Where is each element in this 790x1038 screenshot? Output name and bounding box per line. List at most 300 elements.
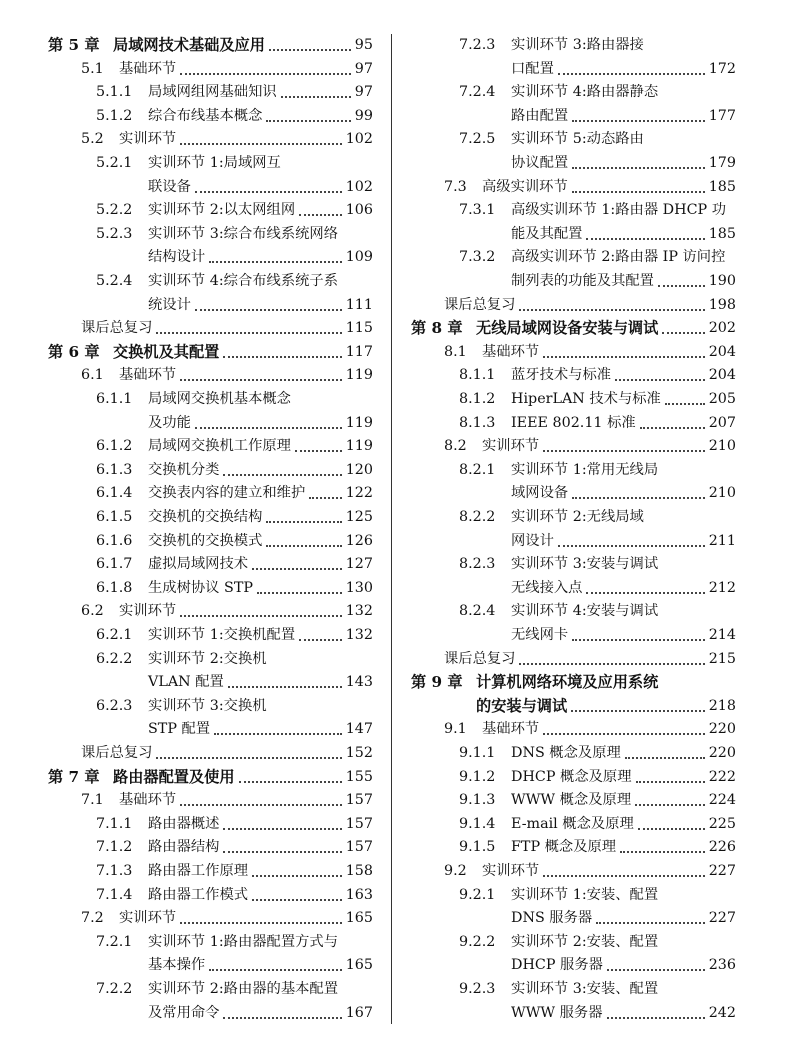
- dot-leader: [607, 1017, 705, 1019]
- toc-entry-title: IEEE 802.11 标准: [511, 414, 636, 431]
- dot-leader: [543, 875, 705, 877]
- toc-entry-number: 9.2.3: [459, 981, 496, 997]
- toc-entry-line: [411, 199, 736, 223]
- toc-entry-line: [48, 553, 373, 577]
- toc-entry-line: [411, 553, 736, 577]
- toc-entry-number: 8.2.4: [459, 603, 496, 620]
- toc-entry-line: [411, 128, 736, 152]
- toc-entry[interactable]: [48, 34, 373, 58]
- toc-entry-line: [48, 860, 373, 884]
- dot-leader: [558, 545, 705, 547]
- toc-entry-number: 5.2.1: [96, 155, 133, 171]
- dot-leader: [662, 332, 704, 334]
- toc-entry-line: [411, 931, 736, 955]
- toc-entry-title: 网设计: [511, 532, 554, 549]
- toc-entry[interactable]: [411, 718, 736, 742]
- toc-entry-number: 8.2.3: [459, 556, 496, 573]
- dot-leader: [572, 497, 705, 499]
- toc-entry-number: 7.2.2: [96, 981, 133, 997]
- column-divider: [391, 34, 392, 1024]
- toc-entry-line: [411, 294, 736, 318]
- dot-leader: [635, 804, 705, 806]
- toc-entry-line: [48, 58, 373, 82]
- toc-entry-page: 215: [708, 650, 736, 667]
- dot-leader: [180, 379, 342, 381]
- toc-entry-page: 163: [345, 886, 373, 903]
- toc-entry-number: 9.1.3: [459, 792, 496, 809]
- dot-leader: [266, 120, 350, 122]
- toc-entry-number: 6.1: [81, 367, 104, 384]
- toc-entry-page: 158: [345, 863, 373, 879]
- toc-entry-number: 6.2: [81, 603, 104, 620]
- toc-entry[interactable]: [411, 246, 736, 293]
- toc-entry-page: 220: [708, 745, 736, 761]
- dot-leader: [223, 474, 341, 476]
- toc-entry-page: 122: [345, 485, 373, 502]
- toc-entry-line: [411, 648, 736, 672]
- toc-entry-title: 局域网组网基础知识: [148, 84, 277, 101]
- toc-entry-page: 130: [345, 579, 373, 596]
- toc-entry-title: VLAN 配置: [148, 674, 224, 691]
- toc-entry-number: 8.2.1: [459, 461, 496, 478]
- toc-entry-page: 99: [354, 107, 373, 124]
- toc-entry-line: [48, 128, 373, 152]
- toc-entry-page: 210: [708, 485, 736, 502]
- toc-entry[interactable]: [48, 860, 373, 884]
- toc-entry[interactable]: [48, 223, 373, 270]
- toc-entry-page: 225: [708, 815, 736, 832]
- toc-entry-number: 6.1.4: [96, 485, 133, 502]
- dot-leader: [195, 427, 342, 429]
- toc-entry-line: [48, 648, 373, 672]
- toc-entry-page: 165: [345, 910, 373, 927]
- toc-entry-line: [48, 742, 373, 766]
- toc-entry-number: 5.2.2: [96, 202, 133, 219]
- dot-leader: [543, 733, 705, 735]
- toc-entry-page: 204: [708, 367, 736, 384]
- toc-entry-title: E-mail 概念及原理: [511, 815, 634, 832]
- toc-entry-title: 高级实训环节: [482, 178, 568, 195]
- toc-entry-page: 119: [345, 367, 373, 384]
- dot-leader: [295, 450, 342, 452]
- toc-entry-number: 7.1.3: [96, 863, 133, 879]
- toc-entry[interactable]: [411, 317, 736, 341]
- toc-entry-page: 210: [708, 438, 736, 455]
- toc-entry[interactable]: [411, 34, 736, 81]
- toc-entry-title: 生成树协议 STP: [148, 579, 253, 596]
- toc-entry-line: [411, 671, 736, 695]
- toc-entry[interactable]: [48, 81, 373, 105]
- toc-entry-line: [411, 954, 736, 978]
- toc-entry-page: 119: [345, 414, 373, 431]
- toc-entry-line: [411, 364, 736, 388]
- dot-leader: [223, 851, 341, 853]
- toc-entry-title: FTP 概念及原理: [511, 839, 617, 856]
- dot-leader: [299, 214, 342, 216]
- toc-entry-number: 第 6 章: [48, 342, 100, 361]
- toc-entry[interactable]: [48, 813, 373, 837]
- toc-entry-title: DNS 概念及原理: [511, 745, 621, 761]
- toc-entry-page: 202: [708, 320, 736, 337]
- toc-entry-title: 实训环节 2:交换机: [148, 650, 267, 667]
- toc-entry-line: [48, 600, 373, 624]
- toc-entry-line: [411, 789, 736, 813]
- dot-leader: [658, 285, 705, 287]
- toc-entry-title: 联设备: [148, 178, 191, 195]
- toc-entry-line: [411, 600, 736, 624]
- dot-leader: [620, 851, 705, 853]
- toc-entry-line: [48, 931, 373, 955]
- dot-leader: [180, 922, 342, 924]
- toc-entry[interactable]: [48, 931, 373, 978]
- toc-entry-number: 6.1.5: [96, 509, 133, 525]
- toc-entry-title: 基本操作: [148, 957, 206, 974]
- dot-leader: [223, 1017, 341, 1019]
- toc-entry[interactable]: [48, 388, 373, 435]
- dot-leader: [572, 639, 705, 641]
- toc-entry[interactable]: [48, 742, 373, 766]
- dot-leader: [209, 969, 342, 971]
- toc-entry[interactable]: [48, 105, 373, 129]
- toc-entry-title: 局域网交换机工作原理: [148, 438, 291, 455]
- toc-entry[interactable]: [411, 364, 736, 388]
- dot-leader: [156, 757, 341, 759]
- toc-entry[interactable]: [48, 695, 373, 742]
- dot-leader: [596, 922, 705, 924]
- toc-entry[interactable]: [411, 81, 736, 128]
- toc-entry[interactable]: [411, 199, 736, 246]
- toc-entry-line: [48, 459, 373, 483]
- toc-entry-title: 课后总复习: [444, 650, 516, 667]
- toc-entry-number: 9.2.1: [459, 886, 496, 903]
- toc-entry-line: [48, 34, 373, 58]
- toc-entry[interactable]: [48, 553, 373, 577]
- toc-entry[interactable]: [48, 482, 373, 506]
- toc-entry-title: 能及其配置: [511, 225, 583, 242]
- toc-entry-line: [48, 199, 373, 223]
- dot-leader: [266, 545, 341, 547]
- toc-entry-number: 6.2.3: [96, 697, 133, 714]
- toc-entry-page: 95: [354, 37, 373, 53]
- toc-entry[interactable]: [48, 577, 373, 601]
- toc-entry-page: 204: [708, 343, 736, 360]
- toc-entry-line: [411, 317, 736, 341]
- toc-entry-line: [48, 246, 373, 270]
- toc-entry-title: 高级实训环节 2:路由器 IP 访问控: [511, 249, 726, 266]
- toc-entry[interactable]: [411, 836, 736, 860]
- toc-entry-page: 147: [345, 721, 373, 738]
- toc-entry[interactable]: [411, 412, 736, 436]
- toc-entry-page: 125: [345, 509, 373, 525]
- toc-entry-line: [411, 152, 736, 176]
- toc-entry-line: [411, 860, 736, 884]
- dot-leader: [252, 568, 342, 570]
- toc-entry-line: [411, 223, 736, 247]
- toc-entry-line: [411, 388, 736, 412]
- toc-entry-line: [48, 317, 373, 341]
- toc-entry-title: 路由器配置及使用: [113, 767, 235, 786]
- dot-leader: [214, 733, 342, 735]
- toc-entry-line: [48, 907, 373, 931]
- toc-entry-line: [48, 341, 373, 365]
- toc-entry-title: 路由器概述: [148, 815, 220, 832]
- toc-entry[interactable]: [411, 388, 736, 412]
- toc-entry-title: 实训环节 3:路由器接: [511, 37, 644, 53]
- toc-entry-page: 152: [345, 745, 373, 761]
- toc-entry-page: 167: [345, 1004, 373, 1021]
- toc-entry-page: 207: [708, 414, 736, 431]
- dot-leader: [543, 356, 705, 358]
- dot-leader: [269, 49, 351, 51]
- toc-entry[interactable]: [411, 766, 736, 790]
- toc-entry-title: 口配置: [511, 60, 554, 77]
- toc-entry[interactable]: [411, 553, 736, 600]
- toc-entry-line: [48, 978, 373, 1002]
- toc-entry-page: 205: [708, 391, 736, 407]
- toc-entry-page: 157: [345, 815, 373, 832]
- toc-entry-number: 8.1: [444, 343, 467, 360]
- toc-entry-title: 课后总复习: [444, 296, 516, 313]
- toc-entry[interactable]: [411, 931, 736, 978]
- toc-entry-page: 155: [345, 768, 373, 785]
- toc-entry[interactable]: [48, 978, 373, 1025]
- toc-entry-page: 177: [708, 107, 736, 124]
- toc-entry[interactable]: [48, 128, 373, 152]
- toc-entry-title: 无线局域网设备安装与调试: [476, 319, 659, 338]
- toc-entry-title: 实训环节 2:安装、配置: [511, 933, 659, 950]
- toc-entry-page: 157: [345, 792, 373, 809]
- toc-entry-line: [411, 435, 736, 459]
- toc-entry-title: 无线接入点: [511, 579, 583, 596]
- dot-leader: [572, 167, 705, 169]
- toc-entry-title: 实训环节 4:路由器静态: [511, 84, 659, 101]
- toc-entry-title: 协议配置: [511, 154, 569, 171]
- toc-entry-line: [48, 954, 373, 978]
- toc-entry[interactable]: [48, 435, 373, 459]
- toc-entry-line: [411, 81, 736, 105]
- toc-entry-number: 9.1.4: [459, 815, 496, 832]
- toc-entry-number: 9.1: [444, 721, 467, 738]
- toc-entry-title: DNS 服务器: [511, 910, 593, 927]
- toc-entry-title: 实训环节 5:动态路由: [511, 131, 644, 148]
- toc-entry-page: 198: [708, 296, 736, 313]
- toc-entry[interactable]: [48, 624, 373, 648]
- toc-entry-title: 综合布线基本概念: [148, 107, 263, 124]
- toc-entry-line: [48, 388, 373, 412]
- toc-entry-title: 路由配置: [511, 107, 569, 124]
- toc-entry-number: 9.1.1: [459, 745, 496, 761]
- dot-leader: [195, 191, 342, 193]
- toc-entry-page: 132: [345, 627, 373, 643]
- toc-entry-title: 实训环节: [119, 603, 177, 620]
- toc-entry-page: 172: [708, 60, 736, 77]
- toc-entry-line: [411, 742, 736, 766]
- toc-entry-line: [411, 459, 736, 483]
- toc-entry[interactable]: [48, 506, 373, 530]
- toc-entry-page: 120: [345, 461, 373, 478]
- toc-entry-line: [48, 223, 373, 247]
- toc-entry-title: 局域网技术基础及应用: [113, 36, 265, 54]
- toc-entry-line: [411, 624, 736, 648]
- toc-entry-number: 8.2: [444, 438, 467, 455]
- toc-entry-title: 局域网交换机基本概念: [148, 391, 291, 407]
- toc-entry[interactable]: [411, 435, 736, 459]
- toc-entry-page: 143: [345, 674, 373, 691]
- toc-entry[interactable]: [411, 671, 736, 718]
- toc-entry-title: 交换表内容的建立和维护: [148, 485, 306, 502]
- toc-entry-line: [48, 695, 373, 719]
- toc-entry-page: 132: [345, 603, 373, 620]
- toc-entry[interactable]: [411, 506, 736, 553]
- toc-entry-number: 9.1.5: [459, 839, 496, 856]
- toc-entry-title: 实训环节 3:安装、配置: [511, 981, 659, 997]
- dot-leader: [209, 261, 342, 263]
- dot-leader: [636, 781, 705, 783]
- toc-entry[interactable]: [411, 813, 736, 837]
- dot-leader: [180, 73, 351, 75]
- toc-entry-title: 及功能: [148, 414, 191, 431]
- toc-entry-page: 102: [345, 131, 373, 148]
- toc-entry-line: [411, 506, 736, 530]
- toc-entry-line: [411, 884, 736, 908]
- toc-entry-number: 7.1.2: [96, 839, 133, 856]
- toc-entry[interactable]: [48, 270, 373, 317]
- toc-entry-line: [411, 176, 736, 200]
- dot-leader: [607, 969, 705, 971]
- toc-entry[interactable]: [48, 648, 373, 695]
- toc-entry-number: 9.2: [444, 863, 467, 879]
- toc-entry[interactable]: [48, 58, 373, 82]
- dot-leader: [281, 96, 351, 98]
- dot-leader: [665, 403, 705, 405]
- toc-entry-title: 实训环节 3:交换机: [148, 697, 267, 714]
- toc-entry-page: 165: [345, 957, 373, 974]
- dot-leader: [252, 875, 342, 877]
- dot-leader: [195, 309, 342, 311]
- toc-entry-number: 7.1.1: [96, 815, 133, 832]
- toc-entry-page: 224: [708, 792, 736, 809]
- toc-entry-number: 6.1.7: [96, 556, 133, 573]
- toc-entry[interactable]: [411, 176, 736, 200]
- toc-entry[interactable]: [48, 152, 373, 199]
- toc-entry-number: 8.1.2: [459, 391, 496, 407]
- toc-entry-title: 交换机的交换结构: [148, 509, 263, 525]
- toc-entry[interactable]: [48, 907, 373, 931]
- toc-entry-title: 实训环节 2:以太网组网: [148, 202, 296, 219]
- toc-entry-number: 5.1.1: [96, 84, 133, 101]
- toc-entry-number: 6.2.2: [96, 650, 133, 667]
- toc-entry[interactable]: [411, 884, 736, 931]
- toc-entry[interactable]: [48, 459, 373, 483]
- toc-entry-number: 7.1.4: [96, 886, 133, 903]
- toc-entry-number: 8.1.1: [459, 367, 496, 384]
- toc-entry-line: [411, 246, 736, 270]
- toc-entry-number: 9.1.2: [459, 768, 496, 785]
- toc-entry-page: 185: [708, 225, 736, 242]
- toc-entry[interactable]: [48, 317, 373, 341]
- toc-entry-line: [48, 718, 373, 742]
- toc-entry[interactable]: [411, 600, 736, 647]
- toc-entry-number: 8.2.2: [459, 509, 496, 525]
- dot-leader: [252, 899, 342, 901]
- toc-entry[interactable]: [48, 364, 373, 388]
- toc-entry-title: 域网设备: [511, 485, 569, 502]
- toc-entry-page: 212: [708, 579, 736, 596]
- toc-entry-number: 6.1.3: [96, 461, 133, 478]
- toc-entry-page: 242: [708, 1004, 736, 1021]
- toc-entry[interactable]: [411, 341, 736, 365]
- toc-entry[interactable]: [48, 600, 373, 624]
- toc-entry-page: 227: [708, 863, 736, 879]
- toc-entry[interactable]: [411, 789, 736, 813]
- toc-entry-number: 6.1.2: [96, 438, 133, 455]
- dot-leader: [572, 120, 705, 122]
- toc-entry[interactable]: [48, 199, 373, 223]
- toc-entry-line: [411, 766, 736, 790]
- toc-entry-line: [411, 482, 736, 506]
- toc-entry-title: WWW 服务器: [511, 1004, 603, 1021]
- toc-entry[interactable]: [411, 648, 736, 672]
- toc-entry[interactable]: [48, 884, 373, 908]
- toc-entry-line: [411, 1002, 736, 1026]
- toc-entry[interactable]: [411, 294, 736, 318]
- toc-entry[interactable]: [48, 341, 373, 365]
- toc-entry-line: [48, 81, 373, 105]
- toc-entry[interactable]: [411, 459, 736, 506]
- toc-entry-page: 236: [708, 957, 736, 974]
- dot-leader: [586, 592, 704, 594]
- toc-entry[interactable]: [48, 836, 373, 860]
- dot-leader: [615, 379, 705, 381]
- toc-entry-title: 交换机及其配置: [113, 342, 220, 361]
- toc-entry-title: WWW 概念及原理: [511, 792, 632, 809]
- toc-entry[interactable]: [411, 742, 736, 766]
- toc-entry-page: 211: [708, 532, 736, 549]
- toc-entry-number: 5.1: [81, 60, 104, 77]
- toc-entry[interactable]: [411, 860, 736, 884]
- toc-entry-title: 及常用命令: [148, 1004, 220, 1021]
- toc-entry-title: 虚拟局域网技术: [148, 556, 249, 573]
- dot-leader: [638, 828, 705, 830]
- toc-entry-line: [48, 105, 373, 129]
- toc-entry[interactable]: [411, 978, 736, 1025]
- toc-entry-line: [48, 577, 373, 601]
- toc-entry-line: [411, 34, 736, 58]
- toc-entry[interactable]: [48, 530, 373, 554]
- toc-entry-line: [48, 766, 373, 790]
- toc-entry[interactable]: [48, 766, 373, 790]
- toc-entry-number: 6.2.1: [96, 627, 133, 643]
- toc-entry-title: 实训环节: [119, 910, 177, 927]
- toc-entry-title: 制列表的功能及其配置: [511, 272, 654, 289]
- toc-entry-line: [48, 530, 373, 554]
- toc-entry-page: 97: [354, 84, 373, 101]
- toc-entry-line: [48, 836, 373, 860]
- toc-entry-number: 6.1.1: [96, 391, 133, 407]
- toc-entry-line: [48, 624, 373, 648]
- dot-leader: [625, 757, 705, 759]
- toc-entry-line: [411, 718, 736, 742]
- toc-entry-line: [411, 412, 736, 436]
- toc-entry-line: [411, 58, 736, 82]
- toc-entry[interactable]: [48, 789, 373, 813]
- toc-entry-title: 的安装与调试: [476, 696, 568, 715]
- toc-entry-page: 126: [345, 532, 373, 549]
- toc-entry-title: 计算机网络环境及应用系统: [476, 673, 659, 692]
- toc-entry-line: [48, 671, 373, 695]
- toc-entry[interactable]: [411, 128, 736, 175]
- toc-entry-title: DHCP 服务器: [511, 957, 603, 974]
